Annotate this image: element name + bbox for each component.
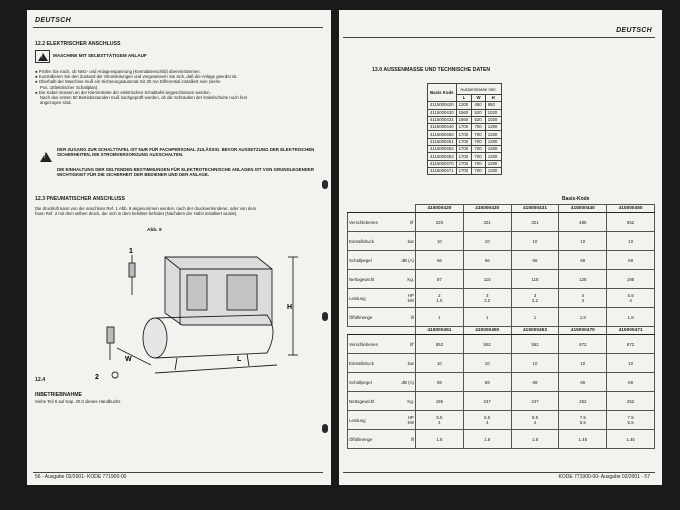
row-label: Nettogewicht	[348, 270, 400, 289]
table-cell: 1.8	[559, 308, 607, 327]
compressor-diagram	[47, 235, 307, 380]
table-cell: 66	[511, 251, 559, 270]
danger-icon: !	[39, 151, 52, 162]
table-cell: 4 3	[559, 289, 607, 308]
bullet-list	[35, 69, 320, 105]
page-header: DEUTSCH	[35, 17, 71, 24]
table-cell: 115	[511, 270, 559, 289]
table-cell: 1.45	[559, 430, 607, 449]
row-unit: bar	[400, 354, 416, 373]
list-item: Pos. 1Elektrischer Schaltplan).	[40, 84, 99, 90]
header-rule	[33, 27, 323, 28]
column-header: L	[456, 95, 472, 102]
warning-text: DIE EINHALTUNG DER GELTENDEN BESTIMMUNGEN FÜR ELEKTROTECHNISCHE ANLAGEN IST VON GRUNDLEGENDER WICHTIGKEIT FÜR DIE SICHERHEIT DER BEDIENER UND DER ANLAGE.	[57, 167, 315, 178]
table-header-row: 415000451 415000450 415000453 415000470 415000471	[348, 327, 655, 335]
table-cell: 252	[559, 392, 607, 411]
table-cell: 10	[463, 232, 511, 251]
row-unit: bar	[400, 232, 416, 251]
list-item: ● Kontrollieren Sie den Zustand der Stromleitungen und vergewissern Sie sich, daß die Anlage geerdet ist.	[35, 74, 238, 80]
binder-hole	[322, 312, 328, 321]
paragraph: Siehe Teil 9 auf Kap. 20.0 dieses Handbuchs	[35, 399, 121, 404]
list-item: ● Prüfen Sie nach, ob Netz- und Anlagenspannung (Kenndatenschild) übereinstimmen.	[35, 69, 201, 74]
table-cell: 10	[416, 232, 464, 251]
footer-rule	[33, 472, 323, 473]
table-row: 4115000453 1700 700 1280	[428, 153, 502, 160]
table-row	[348, 232, 655, 251]
table-row	[348, 213, 655, 232]
table-cell: 5.5 4	[607, 289, 655, 308]
table-row	[348, 335, 655, 354]
row-unit: dB (A)	[400, 373, 416, 392]
list-item: ● Die Kabel müssen an der Klemmleiste der elektrischen Schalttafel angeschlossen werden.	[35, 89, 211, 95]
table-cell: 552	[511, 335, 559, 354]
table-cell: 247	[511, 392, 559, 411]
table-row	[348, 251, 655, 270]
table-header-row: 415000420 415000430 415000431 415000440 415000450	[348, 205, 655, 213]
table-cell: 872	[559, 335, 607, 354]
row-unit: l/l	[400, 308, 416, 327]
row-unit: dB (A)	[400, 251, 416, 270]
binder-hole	[322, 424, 328, 433]
table-cell: 68	[559, 251, 607, 270]
table-cell: 195	[416, 392, 464, 411]
table-row	[348, 354, 655, 373]
table-cell: 69	[511, 373, 559, 392]
table-cell: 552	[416, 335, 464, 354]
table-cell: 1.8	[463, 430, 511, 449]
table-cell: 5.5 4	[416, 411, 464, 430]
table-cell: 10	[511, 354, 559, 373]
table-cell: 3 2.2	[511, 289, 559, 308]
right-page	[339, 10, 662, 485]
row-label: Leistung	[348, 289, 400, 308]
warning-label: MASCHINE MIT SELBSTTÄTIGEM ANLAUF	[53, 53, 147, 58]
table-row: 4115000452 1700 700 1280	[428, 146, 502, 153]
row-unit: l/l'	[400, 213, 416, 232]
paragraph: Die druckluft kann von der anschluss Ref. 1 Abb. 9 angenommen werden, nach der druckverminderer, oder von dem hann Ref. 2 mit dem selben druck, der sich in dem behälter befindet (Nachdem der Hahn installiert wurde).	[35, 206, 257, 217]
table-cell: 2 1.5	[416, 289, 464, 308]
table-title: Basis-Kode	[562, 196, 590, 202]
row-unit: l/l	[400, 430, 416, 449]
table-cell: 5.5 4	[511, 411, 559, 430]
table-cell: 5.5 4	[463, 411, 511, 430]
callout-w: W	[125, 356, 132, 363]
section-title: 13.0 AUSSENMASSE UND TECHNISCHE DATEN	[372, 67, 491, 73]
column-header: H	[485, 95, 501, 102]
table-cell: 247	[463, 392, 511, 411]
list-item: Nach den ersten 50 Betriebsstunden muß nachgeprüft werden, ob die Schrauben der Kabelschuhe noch fest	[40, 95, 247, 101]
table-cell: 69	[607, 373, 655, 392]
row-unit: l/l'	[400, 335, 416, 354]
table-cell: 321	[511, 213, 559, 232]
table-cell: 10	[559, 354, 607, 373]
table-row	[348, 392, 655, 411]
row-label: Schallpegel	[348, 373, 400, 392]
section-title: 12.3 PNEUMATISCHER ANSCHLUSS	[35, 196, 125, 202]
warning-text: DER ZUGANG ZUR SCHALTTAFEL IST NUR FÜR FACHPERSONAL ZULÄSSIG. BEVOR AUSSETZUNG DER ELEKTRISCHEN SICHERHEITEN, DIE STROMVERSORGUNG AUSSCHALTEN.	[57, 147, 315, 158]
list-item: ● Oberhalb der Maschine muß ein Sicherungsautomat mit 30 mA Differential installiert sein (siehe	[35, 79, 221, 85]
table-cell: 125	[559, 270, 607, 289]
table-cell: 3 2.2	[463, 289, 511, 308]
table-cell: 1.8	[511, 430, 559, 449]
section-number: 12.4	[35, 377, 46, 383]
table-row: 4115000430 1560 520 1020	[428, 109, 502, 116]
table-cell: 10	[607, 232, 655, 251]
table-cell: 872	[607, 335, 655, 354]
page-header: DEUTSCH	[616, 27, 652, 34]
table-cell: 66	[463, 251, 511, 270]
table-row: 4115000420 1200 450 950	[428, 102, 502, 109]
table-cell: 10	[511, 232, 559, 251]
table-cell: 552	[607, 213, 655, 232]
table-cell: 69	[607, 251, 655, 270]
table-row: 4115000450 1700 700 1280	[428, 131, 502, 138]
row-label: Schallpegel	[348, 251, 400, 270]
table-cell: 7.5 5.5	[559, 411, 607, 430]
table-cell: 252	[607, 392, 655, 411]
table-row: 4115000470 1700 700 1280	[428, 160, 502, 167]
table-row: 4115000440 1700 700 1280	[428, 124, 502, 131]
page-footer: 56 - Ausgabe 02/2001- KODE 771900-00	[35, 474, 127, 480]
binder-hole	[322, 180, 328, 189]
callout-l: L	[237, 356, 242, 363]
table-cell: 10	[559, 232, 607, 251]
table-row: 4115000471 1700 700 1280	[428, 167, 502, 174]
page-footer: KODE 771900-00- Ausgabe 02/2001 - 57	[558, 474, 650, 480]
callout-2: 2	[95, 374, 99, 380]
table-row	[348, 289, 655, 308]
section-title: INBETRIEBNAHME	[35, 392, 82, 398]
header-rule	[343, 37, 655, 38]
column-header: W	[472, 95, 485, 102]
table-cell: 552	[463, 335, 511, 354]
table-row	[348, 373, 655, 392]
table-row: 4115000451 1700 700 1280	[428, 138, 502, 145]
table-cell: 485	[559, 213, 607, 232]
technical-data-table	[347, 204, 655, 449]
table-cell: 69	[416, 373, 464, 392]
dimensions-table	[427, 83, 502, 175]
column-header: Basis Kode	[428, 84, 457, 102]
table-cell: 66	[416, 251, 464, 270]
column-header: Aussenmasse mm.	[456, 84, 501, 95]
table-row: 4115000431 1560 520 1020	[428, 116, 502, 123]
table-cell: 1	[463, 308, 511, 327]
table-cell: 10	[463, 354, 511, 373]
table-cell: 195	[607, 270, 655, 289]
left-page	[27, 10, 331, 485]
table-cell: 1.8	[607, 308, 655, 327]
table-cell: 69	[559, 373, 607, 392]
row-label: Einstelldruck	[348, 354, 400, 373]
table-cell: 10	[416, 354, 464, 373]
footer-rule	[343, 472, 655, 473]
table-row	[348, 411, 655, 430]
table-cell: 69	[463, 373, 511, 392]
callout-h: H	[287, 304, 293, 311]
table-cell: 1.45	[607, 430, 655, 449]
table-row	[348, 270, 655, 289]
list-item: angezogen sind.	[40, 100, 72, 106]
table-cell: 7.5 5.5	[607, 411, 655, 430]
row-label: Ölfüllmenge	[348, 430, 400, 449]
figure-label: Abb. 9	[147, 228, 162, 233]
table-row	[348, 430, 655, 449]
table-cell: 87	[416, 270, 464, 289]
row-unit: HP kW	[400, 411, 416, 430]
row-label: Verschlebenes	[348, 335, 400, 354]
table-row	[348, 308, 655, 327]
table-cell: 220	[416, 213, 464, 232]
table-cell: 1	[416, 308, 464, 327]
row-label: Einstelldruck	[348, 232, 400, 251]
table-cell: 115	[463, 270, 511, 289]
row-label: Ölfüllmenge	[348, 308, 400, 327]
table-cell: 321	[463, 213, 511, 232]
row-unit: Kg.	[400, 392, 416, 411]
row-label: Verschlebenes	[348, 213, 400, 232]
row-unit: HP kW	[400, 289, 416, 308]
row-label: Nettogewicht	[348, 392, 400, 411]
row-unit: Kg.	[400, 270, 416, 289]
table-cell: 1	[511, 308, 559, 327]
section-title: 12.2 ELEKTRISCHER ANSCHLUSS	[35, 41, 121, 47]
table-cell: 1.8	[416, 430, 464, 449]
table-cell: 10	[607, 354, 655, 373]
warning-icon: !	[35, 50, 50, 63]
callout-1: 1	[129, 248, 133, 255]
row-label: Leistung	[348, 411, 400, 430]
